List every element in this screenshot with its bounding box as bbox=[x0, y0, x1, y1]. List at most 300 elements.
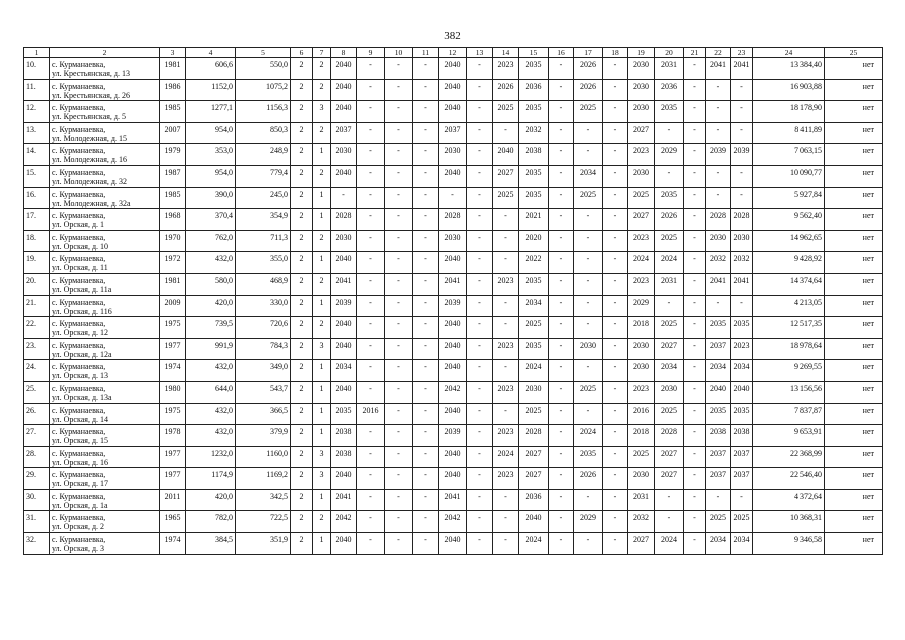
address-cell bbox=[50, 273, 160, 295]
cell-col-3: 1972 bbox=[160, 252, 186, 274]
cell-col-10: - bbox=[385, 273, 413, 295]
address-settlement: с. Курманаевка, bbox=[52, 275, 106, 285]
cell-col-3: 1975 bbox=[160, 403, 186, 425]
cell-col-3: 1981 bbox=[160, 273, 186, 295]
cell-col-17: 2026 bbox=[574, 468, 603, 490]
cell-col-5: 330,0 bbox=[236, 295, 291, 317]
column-header: 25 bbox=[825, 48, 883, 58]
cell-col-5: 550,0 bbox=[236, 58, 291, 80]
address-street: ул. Орская, д. 1 bbox=[52, 220, 105, 230]
row-number-cell: 20. bbox=[24, 273, 50, 295]
cell-col-20: 2024 bbox=[655, 533, 684, 555]
cell-col-7: 1 bbox=[313, 533, 331, 555]
column-header: 18 bbox=[603, 48, 628, 58]
cell-col-15: 2022 bbox=[519, 252, 549, 274]
cell-col-24: 12 517,35 bbox=[753, 317, 825, 339]
cell-col-24: 10 368,31 bbox=[753, 511, 825, 533]
table-row bbox=[24, 252, 883, 274]
address-cell bbox=[50, 79, 160, 101]
cell-col-23: 2023 bbox=[731, 338, 753, 360]
table-row bbox=[24, 144, 883, 166]
cell-col-25: нет bbox=[825, 230, 883, 252]
cell-col-4: 644,0 bbox=[186, 381, 236, 403]
cell-col-15: 2036 bbox=[519, 79, 549, 101]
row-number-cell: 13. bbox=[24, 122, 50, 144]
cell-col-11: - bbox=[413, 101, 439, 123]
cell-col-12: 2039 bbox=[439, 295, 467, 317]
cell-col-9: - bbox=[357, 122, 385, 144]
column-header: 14 bbox=[493, 48, 519, 58]
cell-col-18: - bbox=[603, 403, 628, 425]
cell-col-8: 2037 bbox=[331, 122, 357, 144]
cell-col-13: - bbox=[467, 403, 493, 425]
cell-col-25: нет bbox=[825, 295, 883, 317]
cell-col-8: - bbox=[331, 187, 357, 209]
cell-col-11: - bbox=[413, 511, 439, 533]
cell-col-25: нет bbox=[825, 317, 883, 339]
cell-col-11: - bbox=[413, 489, 439, 511]
cell-col-10: - bbox=[385, 58, 413, 80]
address-street: ул. Орская, д. 13а bbox=[52, 392, 112, 402]
cell-col-13: - bbox=[467, 230, 493, 252]
cell-col-6: 2 bbox=[291, 338, 313, 360]
cell-col-14: 2023 bbox=[493, 338, 519, 360]
cell-col-12: 2040 bbox=[439, 252, 467, 274]
cell-col-9: - bbox=[357, 446, 385, 468]
cell-col-7: 1 bbox=[313, 425, 331, 447]
cell-col-23: 2034 bbox=[731, 533, 753, 555]
cell-col-24: 13 384,40 bbox=[753, 58, 825, 80]
cell-col-19: 2023 bbox=[628, 381, 655, 403]
table-row bbox=[24, 425, 883, 447]
table-row bbox=[24, 295, 883, 317]
cell-col-21: - bbox=[684, 403, 706, 425]
cell-col-5: 1075,2 bbox=[236, 79, 291, 101]
address-street: ул. Молодежная, д. 32 bbox=[52, 176, 127, 186]
cell-col-17: 2025 bbox=[574, 381, 603, 403]
column-header: 1 bbox=[24, 48, 50, 58]
table-row bbox=[24, 468, 883, 490]
column-header: 13 bbox=[467, 48, 493, 58]
cell-col-21: - bbox=[684, 360, 706, 382]
cell-col-7: 2 bbox=[313, 317, 331, 339]
cell-col-8: 2039 bbox=[331, 295, 357, 317]
cell-col-10: - bbox=[385, 187, 413, 209]
cell-col-18: - bbox=[603, 230, 628, 252]
cell-col-22: 2032 bbox=[706, 252, 731, 274]
cell-col-14: 2023 bbox=[493, 58, 519, 80]
cell-col-23: - bbox=[731, 122, 753, 144]
cell-col-5: 1160,0 bbox=[236, 446, 291, 468]
cell-col-23: - bbox=[731, 295, 753, 317]
column-header: 4 bbox=[186, 48, 236, 58]
column-header: 7 bbox=[313, 48, 331, 58]
cell-col-17: 2030 bbox=[574, 338, 603, 360]
cell-col-15: 2035 bbox=[519, 101, 549, 123]
cell-col-8: 2040 bbox=[331, 468, 357, 490]
cell-col-15: 2027 bbox=[519, 446, 549, 468]
cell-col-18: - bbox=[603, 209, 628, 231]
column-header: 10 bbox=[385, 48, 413, 58]
column-header: 22 bbox=[706, 48, 731, 58]
cell-col-6: 2 bbox=[291, 79, 313, 101]
cell-col-19: 2018 bbox=[628, 425, 655, 447]
cell-col-17: - bbox=[574, 489, 603, 511]
address-cell bbox=[50, 511, 160, 533]
cell-col-3: 2007 bbox=[160, 122, 186, 144]
cell-col-23: 2040 bbox=[731, 381, 753, 403]
cell-col-12: 2040 bbox=[439, 403, 467, 425]
cell-col-21: - bbox=[684, 101, 706, 123]
cell-col-22: - bbox=[706, 122, 731, 144]
housing-register-table bbox=[23, 47, 883, 555]
cell-col-9: - bbox=[357, 252, 385, 274]
cell-col-13: - bbox=[467, 144, 493, 166]
cell-col-5: 342,5 bbox=[236, 489, 291, 511]
cell-col-14: - bbox=[493, 209, 519, 231]
cell-col-18: - bbox=[603, 122, 628, 144]
address-cell bbox=[50, 209, 160, 231]
cell-col-25: нет bbox=[825, 489, 883, 511]
cell-col-23: 2030 bbox=[731, 230, 753, 252]
cell-col-25: нет bbox=[825, 122, 883, 144]
cell-col-19: 2030 bbox=[628, 468, 655, 490]
address-settlement: с. Курманаевка, bbox=[52, 319, 106, 329]
cell-col-13: - bbox=[467, 468, 493, 490]
address-cell bbox=[50, 165, 160, 187]
cell-col-14: 2023 bbox=[493, 468, 519, 490]
address-street: ул. Молодежная, д. 16 bbox=[52, 155, 127, 165]
cell-col-22: 2035 bbox=[706, 317, 731, 339]
cell-col-22: - bbox=[706, 79, 731, 101]
address-settlement: с. Курманаевка, bbox=[52, 383, 106, 393]
cell-col-4: 762,0 bbox=[186, 230, 236, 252]
cell-col-23: 2037 bbox=[731, 446, 753, 468]
cell-col-20: 2025 bbox=[655, 317, 684, 339]
cell-col-22: 2028 bbox=[706, 209, 731, 231]
cell-col-6: 2 bbox=[291, 533, 313, 555]
cell-col-16: - bbox=[549, 165, 574, 187]
cell-col-7: 3 bbox=[313, 468, 331, 490]
cell-col-9: - bbox=[357, 165, 385, 187]
cell-col-11: - bbox=[413, 317, 439, 339]
cell-col-9: - bbox=[357, 79, 385, 101]
cell-col-3: 2009 bbox=[160, 295, 186, 317]
cell-col-16: - bbox=[549, 468, 574, 490]
address-cell bbox=[50, 144, 160, 166]
cell-col-7: 2 bbox=[313, 165, 331, 187]
address-street: ул. Орская, д. 116 bbox=[52, 306, 112, 316]
cell-col-14: - bbox=[493, 533, 519, 555]
cell-col-13: - bbox=[467, 101, 493, 123]
cell-col-25: нет bbox=[825, 187, 883, 209]
table-row bbox=[24, 381, 883, 403]
cell-col-11: - bbox=[413, 295, 439, 317]
cell-col-23: 2035 bbox=[731, 317, 753, 339]
address-cell bbox=[50, 295, 160, 317]
cell-col-5: 355,0 bbox=[236, 252, 291, 274]
cell-col-18: - bbox=[603, 165, 628, 187]
cell-col-10: - bbox=[385, 338, 413, 360]
cell-col-3: 1985 bbox=[160, 101, 186, 123]
cell-col-14: - bbox=[493, 489, 519, 511]
cell-col-13: - bbox=[467, 209, 493, 231]
cell-col-9: - bbox=[357, 338, 385, 360]
cell-col-10: - bbox=[385, 381, 413, 403]
cell-col-12: 2040 bbox=[439, 360, 467, 382]
cell-col-3: 1970 bbox=[160, 230, 186, 252]
cell-col-20: 2025 bbox=[655, 230, 684, 252]
cell-col-7: 1 bbox=[313, 489, 331, 511]
cell-col-15: 2036 bbox=[519, 489, 549, 511]
column-header: 6 bbox=[291, 48, 313, 58]
cell-col-8: 2038 bbox=[331, 425, 357, 447]
address-settlement: с. Курманаевка, bbox=[52, 60, 106, 69]
cell-col-18: - bbox=[603, 511, 628, 533]
cell-col-25: нет bbox=[825, 468, 883, 490]
row-number-cell: 31. bbox=[24, 511, 50, 533]
cell-col-10: - bbox=[385, 230, 413, 252]
address-settlement: с. Курманаевка, bbox=[52, 491, 106, 501]
cell-col-10: - bbox=[385, 101, 413, 123]
cell-col-17: - bbox=[574, 403, 603, 425]
cell-col-19: 2032 bbox=[628, 511, 655, 533]
address-cell bbox=[50, 489, 160, 511]
cell-col-4: 954,0 bbox=[186, 122, 236, 144]
cell-col-18: - bbox=[603, 533, 628, 555]
cell-col-14: 2023 bbox=[493, 381, 519, 403]
cell-col-12: 2040 bbox=[439, 338, 467, 360]
cell-col-23: 2025 bbox=[731, 511, 753, 533]
cell-col-24: 13 156,56 bbox=[753, 381, 825, 403]
cell-col-16: - bbox=[549, 144, 574, 166]
cell-col-19: 2030 bbox=[628, 360, 655, 382]
cell-col-6: 2 bbox=[291, 403, 313, 425]
address-settlement: с. Курманаевка, bbox=[52, 362, 106, 372]
cell-col-8: 2042 bbox=[331, 511, 357, 533]
address-settlement: с. Курманаевка, bbox=[52, 254, 106, 264]
table-row bbox=[24, 533, 883, 555]
cell-col-13: - bbox=[467, 273, 493, 295]
cell-col-3: 1965 bbox=[160, 511, 186, 533]
cell-col-17: 2035 bbox=[574, 446, 603, 468]
cell-col-7: 1 bbox=[313, 144, 331, 166]
cell-col-19: 2027 bbox=[628, 533, 655, 555]
cell-col-20: 2024 bbox=[655, 252, 684, 274]
cell-col-18: - bbox=[603, 101, 628, 123]
cell-col-20: 2027 bbox=[655, 468, 684, 490]
table-row bbox=[24, 403, 883, 425]
cell-col-21: - bbox=[684, 122, 706, 144]
cell-col-11: - bbox=[413, 360, 439, 382]
address-settlement: с. Курманаевка, bbox=[52, 103, 106, 113]
cell-col-19: 2030 bbox=[628, 165, 655, 187]
cell-col-18: - bbox=[603, 338, 628, 360]
address-street: ул. Орская, д. 1а bbox=[52, 500, 108, 510]
cell-col-25: нет bbox=[825, 273, 883, 295]
cell-col-17: 2034 bbox=[574, 165, 603, 187]
cell-col-5: 245,0 bbox=[236, 187, 291, 209]
cell-col-22: - bbox=[706, 295, 731, 317]
cell-col-6: 2 bbox=[291, 273, 313, 295]
cell-col-7: 2 bbox=[313, 230, 331, 252]
cell-col-18: - bbox=[603, 489, 628, 511]
cell-col-12: 2028 bbox=[439, 209, 467, 231]
cell-col-20: 2031 bbox=[655, 58, 684, 80]
cell-col-20: 2027 bbox=[655, 446, 684, 468]
cell-col-6: 2 bbox=[291, 252, 313, 274]
cell-col-3: 1974 bbox=[160, 360, 186, 382]
row-number-cell: 22. bbox=[24, 317, 50, 339]
address-settlement: с. Курманаевка, bbox=[52, 211, 106, 221]
address-street: ул. Орская, д. 10 bbox=[52, 241, 109, 251]
cell-col-8: 2040 bbox=[331, 252, 357, 274]
address-settlement: с. Курманаевка, bbox=[52, 448, 106, 458]
cell-col-20: 2025 bbox=[655, 403, 684, 425]
cell-col-3: 1980 bbox=[160, 381, 186, 403]
cell-col-24: 5 927,84 bbox=[753, 187, 825, 209]
cell-col-24: 9 653,91 bbox=[753, 425, 825, 447]
cell-col-11: - bbox=[413, 144, 439, 166]
cell-col-25: нет bbox=[825, 511, 883, 533]
cell-col-15: 2030 bbox=[519, 381, 549, 403]
cell-col-3: 1977 bbox=[160, 468, 186, 490]
cell-col-25: нет bbox=[825, 79, 883, 101]
cell-col-14: - bbox=[493, 295, 519, 317]
cell-col-15: 2035 bbox=[519, 187, 549, 209]
cell-col-6: 2 bbox=[291, 187, 313, 209]
cell-col-11: - bbox=[413, 381, 439, 403]
address-cell bbox=[50, 122, 160, 144]
cell-col-6: 2 bbox=[291, 122, 313, 144]
cell-col-22: 2037 bbox=[706, 446, 731, 468]
cell-col-16: - bbox=[549, 273, 574, 295]
cell-col-6: 2 bbox=[291, 511, 313, 533]
cell-col-21: - bbox=[684, 252, 706, 274]
cell-col-8: 2040 bbox=[331, 101, 357, 123]
cell-col-19: 2031 bbox=[628, 489, 655, 511]
cell-col-23: - bbox=[731, 79, 753, 101]
cell-col-12: 2041 bbox=[439, 273, 467, 295]
table-row bbox=[24, 230, 883, 252]
cell-col-5: 468,9 bbox=[236, 273, 291, 295]
cell-col-9: - bbox=[357, 360, 385, 382]
cell-col-25: нет bbox=[825, 144, 883, 166]
cell-col-23: - bbox=[731, 165, 753, 187]
cell-col-13: - bbox=[467, 58, 493, 80]
cell-col-18: - bbox=[603, 425, 628, 447]
row-number-cell: 19. bbox=[24, 252, 50, 274]
cell-col-15: 2027 bbox=[519, 468, 549, 490]
address-settlement: с. Курманаевка, bbox=[52, 167, 106, 177]
cell-col-11: - bbox=[413, 533, 439, 555]
cell-col-5: 248,9 bbox=[236, 144, 291, 166]
cell-col-20: 2036 bbox=[655, 79, 684, 101]
cell-col-16: - bbox=[549, 317, 574, 339]
cell-col-6: 2 bbox=[291, 144, 313, 166]
cell-col-11: - bbox=[413, 165, 439, 187]
cell-col-24: 14 374,64 bbox=[753, 273, 825, 295]
address-cell bbox=[50, 230, 160, 252]
cell-col-7: 1 bbox=[313, 209, 331, 231]
address-cell bbox=[50, 338, 160, 360]
cell-col-4: 370,4 bbox=[186, 209, 236, 231]
cell-col-4: 432,0 bbox=[186, 252, 236, 274]
cell-col-6: 2 bbox=[291, 209, 313, 231]
cell-col-13: - bbox=[467, 317, 493, 339]
cell-col-9: - bbox=[357, 144, 385, 166]
address-cell bbox=[50, 403, 160, 425]
cell-col-23: - bbox=[731, 489, 753, 511]
address-street: ул. Крестьянская, д. 26 bbox=[52, 90, 130, 100]
cell-col-17: - bbox=[574, 360, 603, 382]
cell-col-18: - bbox=[603, 360, 628, 382]
cell-col-20: - bbox=[655, 122, 684, 144]
cell-col-10: - bbox=[385, 360, 413, 382]
cell-col-5: 784,3 bbox=[236, 338, 291, 360]
cell-col-21: - bbox=[684, 468, 706, 490]
cell-col-24: 4 213,05 bbox=[753, 295, 825, 317]
cell-col-11: - bbox=[413, 122, 439, 144]
cell-col-6: 2 bbox=[291, 468, 313, 490]
cell-col-7: 1 bbox=[313, 381, 331, 403]
cell-col-3: 1981 bbox=[160, 58, 186, 80]
cell-col-9: - bbox=[357, 295, 385, 317]
address-street: ул. Орская, д. 12а bbox=[52, 349, 112, 359]
cell-col-22: 2030 bbox=[706, 230, 731, 252]
cell-col-10: - bbox=[385, 468, 413, 490]
cell-col-24: 7 063,15 bbox=[753, 144, 825, 166]
cell-col-8: 2040 bbox=[331, 533, 357, 555]
cell-col-15: 2035 bbox=[519, 58, 549, 80]
address-settlement: с. Курманаевка, bbox=[52, 340, 106, 350]
cell-col-4: 1174,9 bbox=[186, 468, 236, 490]
cell-col-4: 432,0 bbox=[186, 360, 236, 382]
cell-col-15: 2025 bbox=[519, 317, 549, 339]
cell-col-21: - bbox=[684, 489, 706, 511]
cell-col-21: - bbox=[684, 446, 706, 468]
table-row bbox=[24, 446, 883, 468]
cell-col-15: 2040 bbox=[519, 511, 549, 533]
cell-col-14: 2025 bbox=[493, 187, 519, 209]
column-header: 17 bbox=[574, 48, 603, 58]
cell-col-3: 1975 bbox=[160, 317, 186, 339]
cell-col-8: 2041 bbox=[331, 489, 357, 511]
cell-col-17: - bbox=[574, 209, 603, 231]
cell-col-6: 2 bbox=[291, 58, 313, 80]
cell-col-9: - bbox=[357, 468, 385, 490]
address-street: ул. Молодежная, д. 15 bbox=[52, 133, 127, 143]
cell-col-17: 2025 bbox=[574, 187, 603, 209]
address-street: ул. Орская, д. 15 bbox=[52, 436, 109, 446]
cell-col-6: 2 bbox=[291, 317, 313, 339]
table-row bbox=[24, 338, 883, 360]
cell-col-22: 2040 bbox=[706, 381, 731, 403]
cell-col-19: 2023 bbox=[628, 230, 655, 252]
cell-col-22: - bbox=[706, 489, 731, 511]
cell-col-24: 18 178,90 bbox=[753, 101, 825, 123]
cell-col-17: 2026 bbox=[574, 58, 603, 80]
cell-col-19: 2023 bbox=[628, 273, 655, 295]
cell-col-20: 2035 bbox=[655, 187, 684, 209]
cell-col-16: - bbox=[549, 360, 574, 382]
address-settlement: с. Курманаевка, bbox=[52, 124, 106, 134]
cell-col-11: - bbox=[413, 187, 439, 209]
cell-col-20: 2034 bbox=[655, 360, 684, 382]
cell-col-16: - bbox=[549, 101, 574, 123]
cell-col-17: 2025 bbox=[574, 101, 603, 123]
address-cell bbox=[50, 252, 160, 274]
